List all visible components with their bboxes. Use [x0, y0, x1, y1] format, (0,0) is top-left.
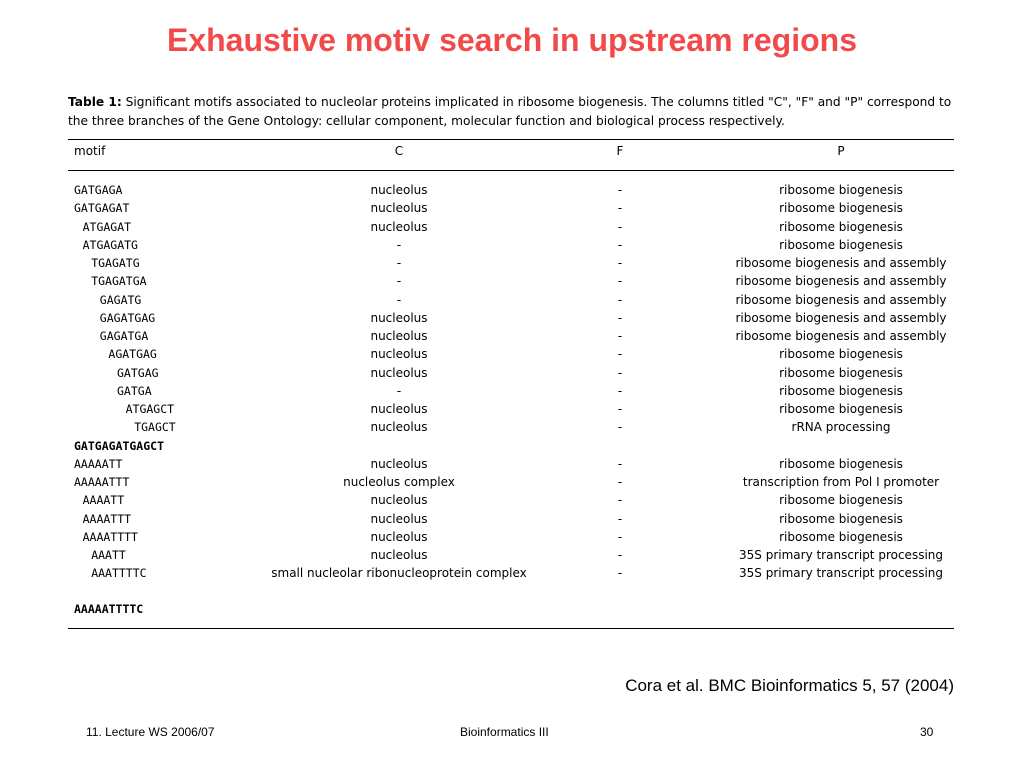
function-cell: -: [617, 274, 623, 289]
process-cell: 35S primary transcript processing: [739, 566, 943, 581]
motif-cell: TGAGATGA: [91, 274, 147, 289]
component-cell: nucleolus: [370, 310, 428, 325]
motif-cell: GATGAGA: [74, 183, 123, 197]
function-cell: -: [617, 529, 623, 544]
process-cell: ribosome biogenesis: [779, 402, 903, 416]
motif-cell: AAAATTT: [82, 511, 132, 526]
component-cell: nucleolus: [370, 456, 428, 471]
component-cell: nucleolus: [370, 529, 428, 544]
motif-cell: AAATTTTC: [91, 566, 147, 581]
table-row: [0, 473, 1024, 491]
table-row: [0, 455, 1024, 473]
component-cell: nucleolus: [370, 347, 428, 362]
slide-title: Exhaustive motiv search in upstream regions: [166, 22, 857, 58]
component-cell: nucleolus: [370, 201, 428, 216]
function-cell: -: [617, 237, 623, 252]
table-row: [0, 181, 1024, 199]
motif-cell: AAAAATTT: [74, 475, 130, 489]
table-row: [0, 309, 1024, 327]
motif-cell: TGAGATG: [91, 256, 140, 270]
motif-cell: GAGATGA: [99, 329, 149, 343]
function-cell: -: [617, 256, 623, 270]
motif-cell: GAGATGAG: [99, 310, 156, 325]
function-cell: -: [617, 329, 623, 343]
table-row: [0, 600, 1024, 618]
component-cell: [270, 437, 528, 438]
motif-cell: AGATGAG: [108, 347, 157, 362]
process-cell: ribosome biogenesis: [779, 529, 903, 544]
table-row: [0, 364, 1024, 382]
component-cell: -: [396, 383, 402, 398]
process-cell: ribosome biogenesis and assembly: [735, 310, 947, 325]
motif-cell: GATGAGATGAGCT: [74, 438, 165, 453]
function-cell: -: [617, 183, 623, 197]
function-cell: -: [617, 420, 623, 435]
component-cell: -: [396, 292, 402, 307]
citation: Cora et al. BMC Bioinformatics 5, 57 (2004): [625, 676, 954, 695]
function-cell: -: [617, 219, 623, 234]
motif-cell: TGAGCT: [134, 420, 176, 435]
table-row: [0, 546, 1024, 564]
caption-label: Table 1:: [68, 95, 122, 109]
caption-text: Significant motifs associated to nucleolar proteins implicated in ribosome biogenesis. The columns titled "C", "F" and "P" correspond to the three branches of the Gene Ontology: cellular component, molecular function and biological process respectively.: [68, 95, 952, 128]
component-cell: nucleolus: [370, 329, 428, 343]
footer-page-number: 30: [920, 725, 934, 739]
table-row: [0, 491, 1024, 509]
footer-course: Bioinformatics III: [460, 725, 549, 739]
col-header-motif: motif: [74, 144, 106, 158]
process-cell: ribosome biogenesis: [779, 511, 903, 526]
component-cell: -: [396, 274, 402, 289]
process-cell: ribosome biogenesis: [779, 347, 903, 362]
motif-cell: ATGAGAT: [82, 219, 132, 234]
table-row: [0, 418, 1024, 436]
motif-cell: GAGATG: [99, 292, 142, 307]
table-bottom-rule: [68, 628, 954, 629]
function-cell: -: [617, 511, 623, 526]
process-cell: ribosome biogenesis: [779, 201, 903, 216]
motif-cell: AAAAATT: [74, 456, 123, 471]
table-top-rule: [68, 139, 954, 140]
process-cell: ribosome biogenesis and assembly: [735, 274, 947, 289]
motif-cell: AAAATTTT: [82, 529, 138, 544]
component-cell: -: [396, 256, 402, 270]
table-row: [0, 400, 1024, 418]
col-header-f: F: [616, 144, 624, 158]
function-cell: -: [617, 493, 623, 508]
col-header-p: P: [837, 144, 845, 158]
table-row: [0, 564, 1024, 600]
function-cell: -: [617, 201, 623, 216]
motif-cell: GATGA: [117, 383, 152, 398]
table-row: [0, 382, 1024, 400]
motif-cell: AAATT: [91, 548, 126, 562]
header-rule: [68, 170, 954, 171]
function-cell: -: [617, 347, 623, 362]
motif-cell: GATGAGAT: [74, 201, 130, 216]
process-cell: ribosome biogenesis and assembly: [735, 256, 947, 270]
process-cell: ribosome biogenesis and assembly: [735, 292, 947, 307]
process-cell: rRNA processing: [791, 420, 891, 435]
function-cell: -: [617, 456, 623, 471]
table-row: [0, 528, 1024, 546]
process-cell: ribosome biogenesis: [779, 456, 903, 471]
component-cell: nucleolus: [370, 183, 428, 197]
component-cell: nucleolus complex: [343, 475, 455, 489]
table-row: [0, 236, 1024, 254]
table-row: [0, 199, 1024, 217]
process-cell: ribosome biogenesis and assembly: [735, 329, 947, 343]
col-header-c: C: [394, 144, 404, 158]
motif-cell: AAAAATTTTC: [74, 602, 144, 617]
component-cell: nucleolus: [370, 219, 428, 234]
function-cell: -: [617, 548, 623, 562]
component-cell: -: [396, 237, 402, 252]
function-cell: -: [617, 365, 623, 380]
function-cell: -: [617, 566, 623, 581]
process-cell: ribosome biogenesis: [779, 383, 903, 398]
table-body: [0, 181, 1024, 619]
function-cell: -: [617, 292, 623, 307]
function-cell: -: [617, 310, 623, 325]
process-cell: ribosome biogenesis: [779, 219, 903, 234]
table-row: [0, 437, 1024, 455]
table-row: [0, 291, 1024, 309]
motif-cell: AAAATT: [82, 493, 125, 508]
component-cell: nucleolus: [370, 548, 428, 562]
component-cell: small nucleolar ribonucleoprotein complex: [271, 566, 527, 581]
table-row: [0, 327, 1024, 345]
component-cell: nucleolus: [370, 511, 428, 526]
table-caption: [68, 93, 958, 130]
component-cell: [270, 600, 528, 601]
process-cell: 35S primary transcript processing: [739, 548, 943, 562]
table-row: [0, 254, 1024, 272]
function-cell: -: [617, 402, 623, 416]
table-row: [0, 218, 1024, 236]
process-cell: ribosome biogenesis: [779, 183, 903, 197]
table-row: [0, 272, 1024, 290]
process-cell: ribosome biogenesis: [779, 365, 903, 380]
component-cell: nucleolus: [370, 365, 428, 380]
process-cell: ribosome biogenesis: [779, 493, 903, 508]
function-cell: -: [617, 383, 623, 398]
process-cell: ribosome biogenesis: [779, 237, 903, 252]
footer-lecture: 11. Lecture WS 2006/07: [86, 725, 215, 739]
function-cell: -: [617, 475, 623, 489]
table-row: [0, 345, 1024, 363]
motif-cell: GATGAG: [117, 365, 159, 380]
table-row: [0, 510, 1024, 528]
component-cell: nucleolus: [370, 493, 428, 508]
component-cell: nucleolus: [370, 420, 428, 435]
motif-cell: ATGAGATG: [82, 237, 138, 252]
motif-cell: ATGAGCT: [125, 402, 175, 416]
process-cell: transcription from Pol I promoter: [742, 475, 940, 489]
component-cell: nucleolus: [370, 402, 428, 416]
